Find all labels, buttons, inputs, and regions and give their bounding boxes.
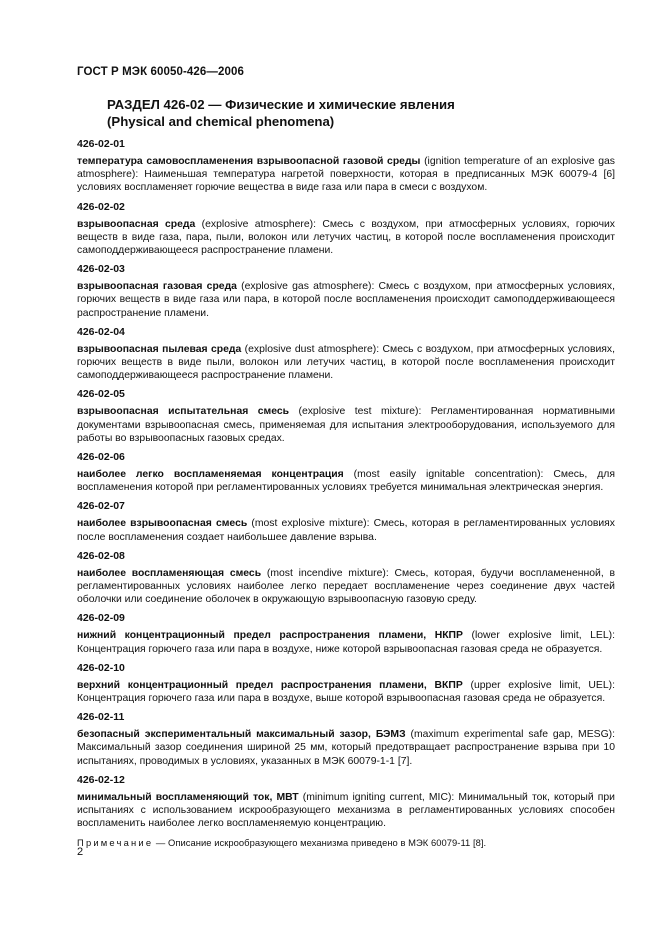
definition-text (77, 728, 615, 768)
definition-entry (77, 662, 615, 705)
definition-entry (77, 612, 615, 655)
term-name: взрывоопасная среда (77, 218, 196, 230)
page-number: 2 (77, 846, 84, 858)
term-description: (explosive test mixture): Регламентированная нормативными документами взрывоопасная смесь, применяемая для испытания электрооборудования, используемого для работы во взрывоопасных газовых средах. (77, 406, 615, 444)
term-description: (explosive dust atmosphere): Смесь с воздухом, при атмосферных условиях, горючих веществ в виде пыли, волокон или летучих частиц, в которой после воспламенения происходит самоподдерживающееся распространение пламени. (77, 343, 615, 382)
term-number: 426-02-06 (77, 451, 125, 464)
definition-text (77, 679, 615, 705)
term-description: (most explosive mixture): Смесь, которая в регламентированных условиях после воспламенения создает наибольшее давление взрыва. (77, 518, 615, 543)
term-number: 426-02-08 (77, 549, 125, 562)
term-description: (lower explosive limit, LEL): Концентрация горючего газа или пара в воздухе, ниже которой взрывоопасная газовая среда не образуется. (77, 630, 615, 655)
section-title-ru: РАЗДЕЛ 426-02 — Физические и химические явления (107, 97, 455, 112)
definition-text (77, 280, 615, 320)
term-description: (explosive gas atmosphere): Смесь с воздухом, при атмосферных условиях, горючих веществ в виде газа или пара, в которой после воспламенения происходит самоподдерживающееся распространение пламени. (77, 281, 615, 319)
term-number: 426-02-03 (77, 263, 125, 276)
term-description: (upper explosive limit, UEL): Концентрация горючего газа или пара в воздухе, выше которой взрывоопасная газовая среда не образуется. (77, 679, 615, 705)
definition-entry (77, 451, 615, 494)
definition-entry (77, 388, 615, 445)
definition-text (77, 218, 615, 258)
term-name: взрывоопасная испытательная смесь (77, 406, 290, 418)
section-title-en: (Physical and chemical phenomena) (107, 114, 335, 129)
term-number: 426-02-09 (77, 612, 125, 625)
definition-text (77, 517, 615, 543)
term-description: (ignition temperature of an explosive gas atmosphere): Наименьшая температура нагретой поверхности, которая в предписанных МЭК 60079-4 [6] условиях воспламеняет горючие вещества в виде газа или пара в смеси с воздухом. (77, 156, 615, 194)
definition-text (77, 791, 615, 831)
definition-entry (77, 774, 615, 831)
definition-entry (77, 711, 615, 768)
term-name: наиболее взрывоопасная смесь (77, 518, 248, 530)
definition-text (77, 567, 615, 607)
definition-entry (77, 500, 615, 543)
term-name: наиболее легко воспламеняемая концентрация (77, 469, 344, 481)
definition-entry (77, 201, 615, 258)
note-text: — Описание искрообразующего механизма приведено в МЭК 60079-11 [8]. (153, 836, 487, 848)
term-name: безопасный экспериментальный максимальный зазор, БЭМЗ (77, 729, 406, 741)
term-description: (minimum igniting current, MIC): Минимальный ток, который при испытаниях с использованием искрообразующего механизма в регламентированных условиях способен воспламенить наиболее легко воспламеняемую концентрацию. (77, 791, 615, 830)
definition-entry (77, 326, 615, 383)
term-name: взрывоопасная газовая среда (77, 281, 237, 293)
definition-text (77, 155, 615, 195)
term-description: (explosive atmosphere): Смесь с воздухом, при атмосферных условиях, горючих веществ в виде газа, пара, пыли, волокон или летучих частиц, в которой после воспламенения происходит самоподдерживающееся распространение пламени. (77, 218, 615, 257)
term-description: (maximum experimental safe gap, MESG): Максимальный зазор соединения шириной 25 мм, который предотвращает распространение взрыва при 10 испытаниях, проводимых в условиях, указанных в МЭК 60079-1-1 [7]. (77, 729, 615, 767)
definition-entry (77, 138, 615, 195)
definition-text (77, 405, 615, 445)
term-name: температура самовоспламенения взрывоопасной газовой среды (77, 156, 421, 167)
section-title (107, 96, 607, 130)
term-number: 426-02-02 (77, 200, 125, 213)
term-name: взрывоопасная пылевая среда (77, 343, 242, 355)
definition-text (77, 629, 615, 655)
term-name: минимальный воспламеняющий ток, МВТ (77, 791, 299, 803)
note (77, 837, 615, 849)
term-number: 426-02-05 (77, 388, 125, 401)
term-number: 426-02-04 (77, 325, 125, 338)
document-header: ГОСТ Р МЭК 60050-426—2006 (77, 66, 244, 78)
term-number: 426-02-07 (77, 500, 125, 513)
term-number: 426-02-12 (77, 773, 125, 786)
term-description: (most incendive mixture): Смесь, которая, будучи воспламененной, в регламентированных условиях наиболее легко передает воспламенение через соединение двух частей оболочки или соединение оболочек в окружающую взрывоопасную газовую среду. (77, 567, 616, 606)
term-name: верхний концентрационный предел распространения пламени, ВКПР (77, 679, 463, 691)
term-description: (most easily ignitable concentration): Смесь, для воспламенения которой при регламентированных условиях требуется минимальная электрическая энергия. (77, 469, 615, 494)
definition-text (77, 343, 615, 383)
term-name: нижний концентрационный предел распространения пламени, НКПР (77, 630, 463, 642)
term-number: 426-02-11 (77, 711, 125, 724)
definition-entry (77, 263, 615, 320)
term-name: наиболее воспламеняющая смесь (77, 567, 262, 579)
term-number: 426-02-01 (77, 138, 125, 150)
term-number: 426-02-10 (77, 661, 125, 674)
definition-text (77, 468, 615, 494)
definition-entry (77, 550, 615, 607)
definitions-list (77, 138, 615, 858)
note-label: Примечание (77, 836, 154, 848)
